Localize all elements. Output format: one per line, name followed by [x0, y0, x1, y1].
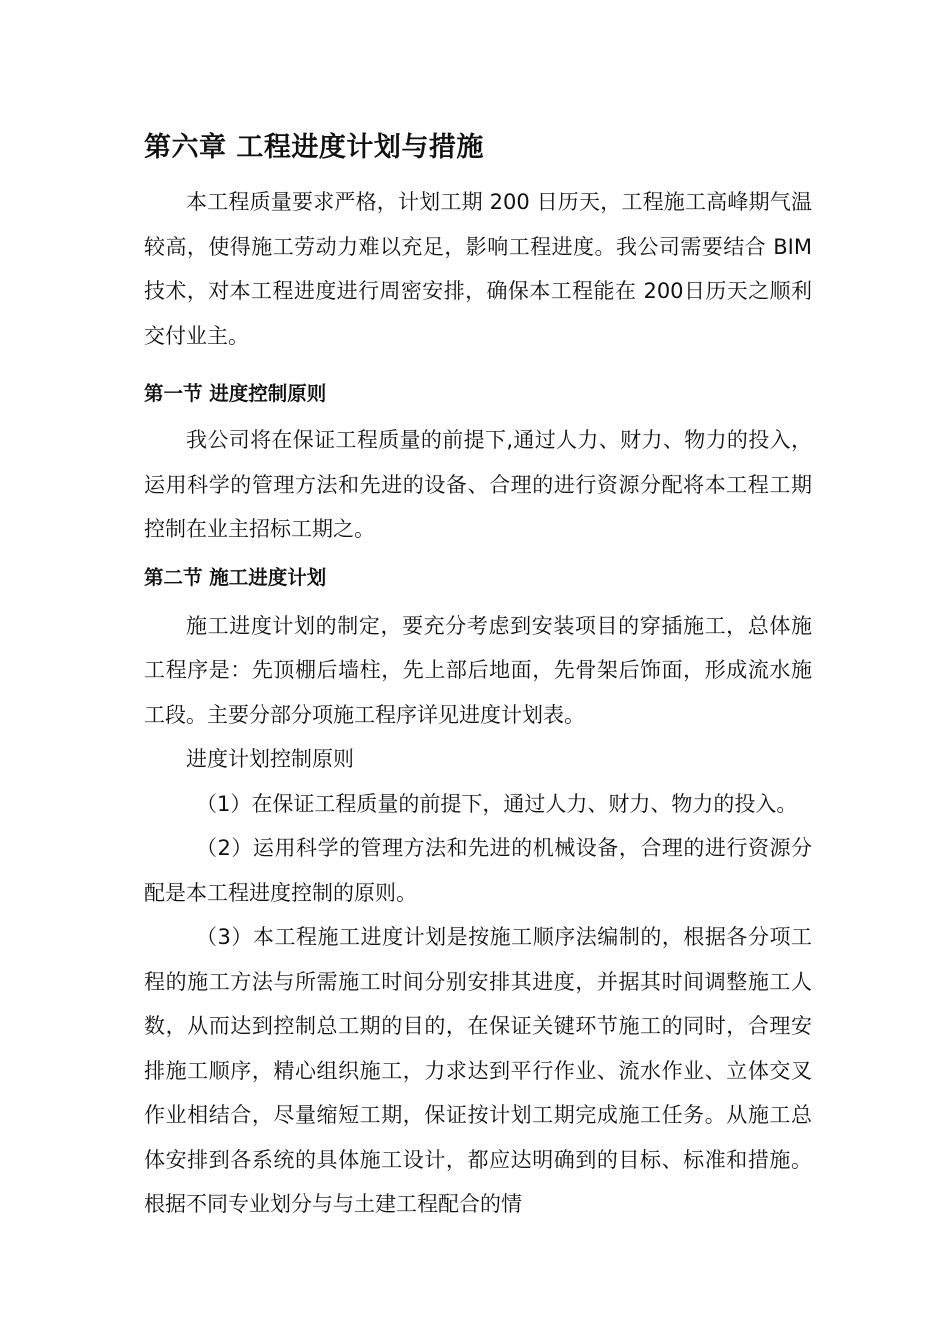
list-item-3: （3）本工程施工进度计划是按施工顺序法编制的，根据各分项工程的施工方法与所需施工时间分别安排其进度，并据其时间调整施工人数，从而达到控制总工期的目的，在保证关键环节施工的同时，合理安排施工顺序，精心组织施工，力求达到平行作业、流水作业、立体交叉作业相结合，尽量缩短工期，保证按计划工期完成施工任务。从施工总体安排到各系统的具体施工设计，都应达明确到的目标、标准和措施。根据不同专业划分与与土建工程配合的情 [144, 925, 812, 1216]
section-1-title: 第一节 进度控制原则 [144, 382, 327, 405]
chapter-title: 第六章 工程进度计划与措施 [144, 132, 484, 163]
document-body [144, 128, 812, 1227]
section-2-paragraph: 施工进度计划的制定，要充分考虑到安装项目的穿插施工，总体施工程序是：先顶棚后墙柱，先上部后地面，先骨架后饰面，形成流水施工段。主要分部分项施工程序详见进度计划表。 [144, 613, 812, 727]
section-2-title: 第二节 施工进度计划 [144, 565, 327, 589]
section-2-subheading: 进度计划控制原则 [186, 747, 354, 771]
list-item-1: （1）在保证工程质量的前提下，通过人力、财力、物力的投入。 [196, 791, 798, 816]
section-1-paragraph: 我公司将在保证工程质量的前提下,通过人力、财力、物力的投入，运用科学的管理方法和先进的设备、合理的进行资源分配将本工程工期控制在业主招标工期之。 [144, 428, 812, 541]
chapter-intro-paragraph: 本工程质量要求严格，计划工期 200 日历天，工程施工高峰期气温较高，使得施工劳动力难以充足，影响工程进度。我公司需要结合 BIM 技术，对本工程进度进行周密安排，确保本工程能在 200日历天之顺利交付业主。 [144, 190, 812, 348]
list-item-2: （2）运用科学的管理方法和先进的机械设备，合理的进行资源分配是本工程进度控制的原则。 [144, 836, 812, 905]
